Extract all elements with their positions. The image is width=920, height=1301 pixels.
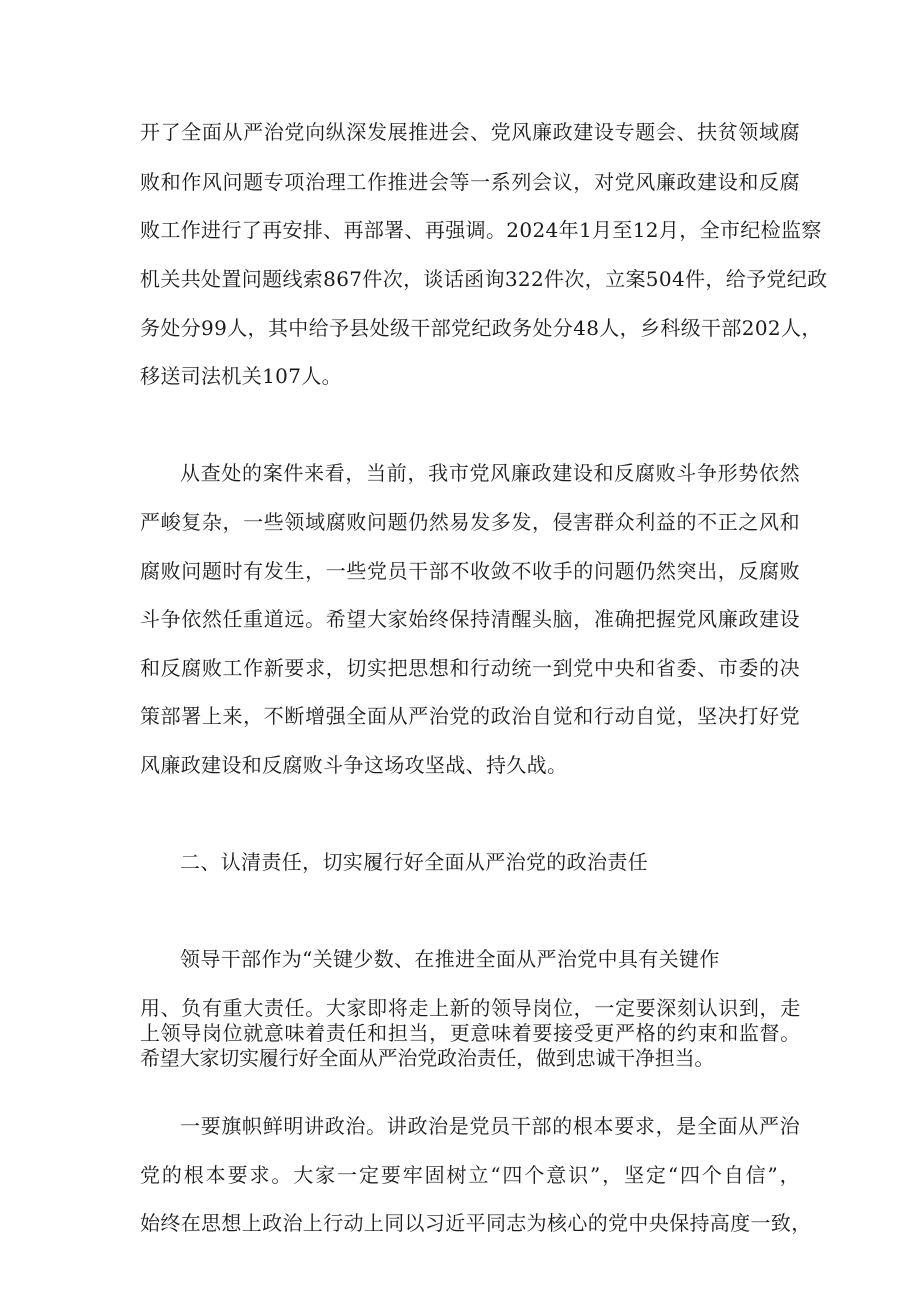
text-line: 斗争依然任重道远。希望大家始终保持清醒头脑，准确把握党风廉政建设 — [140, 607, 800, 631]
text-line: 上领导岗位就意味着责任和担当，更意味着要接受更严格的约束和监督。 — [140, 1021, 800, 1045]
text-line: 用、负有重大责任。大家即将走上新的领导岗位，一定要深刻认识到，走 — [140, 996, 800, 1020]
text-line: 领导干部作为“关键少数、在推进全面从严治党中具有关键作 — [180, 947, 720, 971]
text-line: 从查处的案件来看，当前，我市党风廉政建设和反腐败斗争形势依然 — [180, 461, 800, 485]
text-line: 机关共处置问题线索867件次，谈话函询322件次，立案504件，给予党纪政 — [140, 267, 828, 291]
text-line: 始终在思想上政治上行动上同以习近平同志为核心的党中央保持高度一致， — [140, 1211, 812, 1235]
text-line: 务处分99人，其中给予县处级干部党纪政务处分48人，乡科级干部202人， — [140, 316, 822, 340]
text-line: 严峻复杂，一些领域腐败问题仍然易发多发，侵害群众利益的不正之风和 — [140, 510, 800, 534]
text-line: 腐败问题时有发生，一些党员干部不收敛不收手的问题仍然突出，反腐败 — [140, 559, 800, 583]
text-line: 希望大家切实履行好全面从严治党政治责任，做到忠诚干净担当。 — [140, 1046, 715, 1070]
text-line: 败工作进行了再安排、再部署、再强调。2024年1月至12月，全市纪检监察 — [140, 218, 822, 242]
section-heading: 二、认清责任，切实履行好全面从严治党的政治责任 — [180, 850, 649, 874]
text-line: 开了全面从严治党向纵深发展推进会、党风廉政建设专题会、扶贫领域腐 — [140, 120, 800, 144]
text-line: 党的根本要求。大家一定要牢固树立“四个意识”，坚定“四个自信”， — [140, 1163, 800, 1187]
text-line: 策部署上来，不断增强全面从严治党的政治自觉和行动自觉，坚决打好党 — [140, 704, 800, 728]
text-line: 移送司法机关107人。 — [140, 364, 343, 388]
text-line: 和反腐败工作新要求，切实把思想和行动统一到党中央和省委、市委的决 — [140, 656, 800, 680]
text-line: 一要旗帜鲜明讲政治。讲政治是党员干部的根本要求，是全面从严治 — [180, 1114, 800, 1138]
text-line: 败和作风问题专项治理工作推进会等一系列会议，对党风廉政建设和反腐 — [140, 170, 800, 194]
text-line: 风廉政建设和反腐败斗争这场攻坚战、持久战。 — [140, 753, 568, 777]
